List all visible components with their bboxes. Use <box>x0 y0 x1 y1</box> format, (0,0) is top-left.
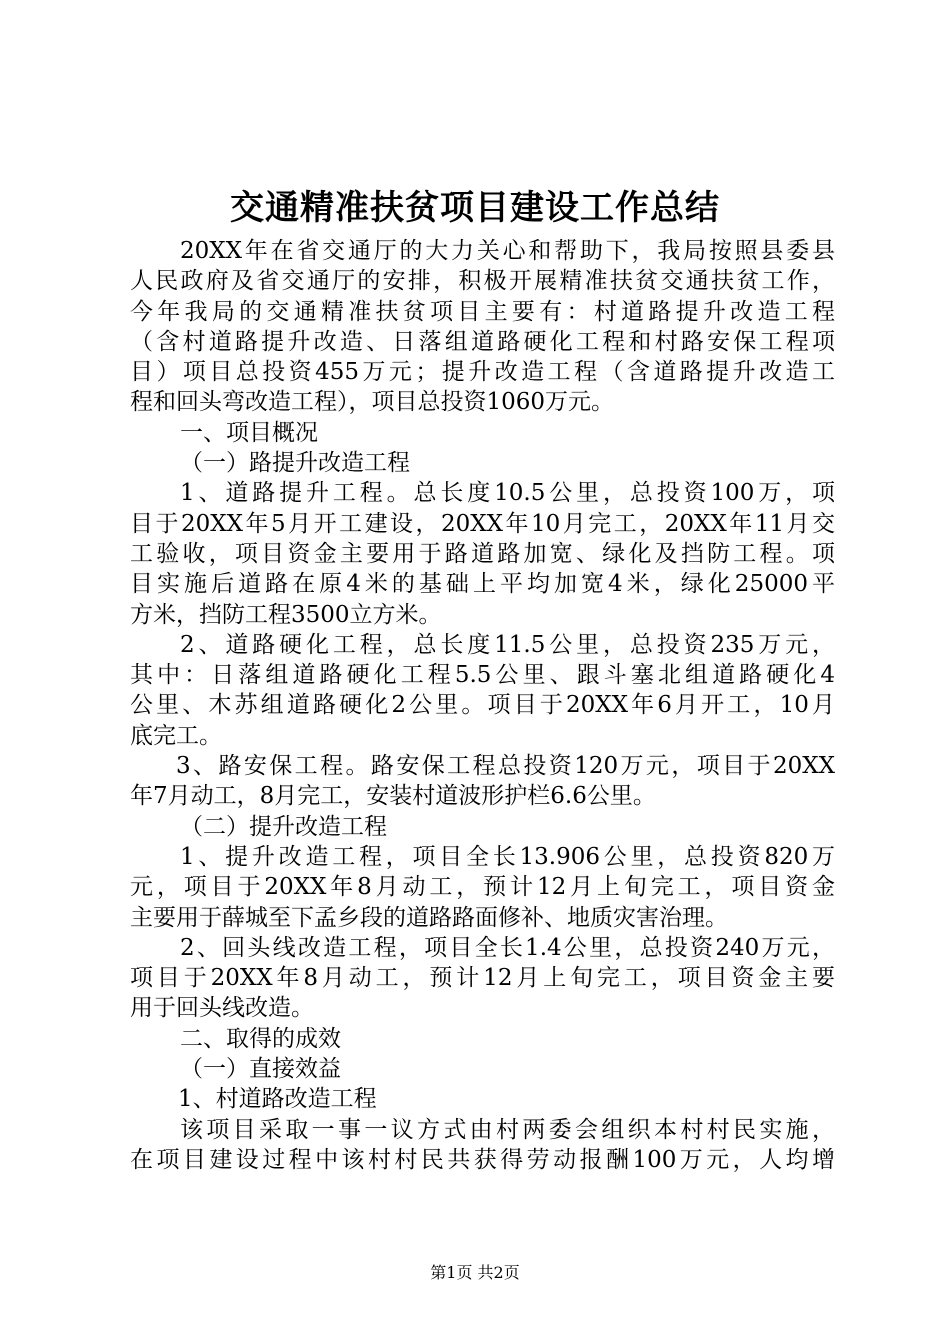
paragraph-line: 3、路安保工程。路安保工程总投资120万元，项目于20XX <box>176 753 835 780</box>
subsection-heading: （一）直接效益 <box>180 1056 341 1083</box>
page-footer: 第1页 共2页 <box>430 1263 520 1282</box>
paragraph-line: 其中：日落组道路硬化工程5.5公里、跟斗塞北组道路硬化4 <box>130 662 835 689</box>
paragraph-line: 2、道路硬化工程，总长度11.5公里，总投资235万元， <box>180 631 835 658</box>
subsection-heading: （二）提升改造工程 <box>180 813 387 840</box>
paragraph-line: 项目于20XX年8月动工，预计12月上旬完工，项目资金主要 <box>130 965 835 992</box>
paragraph-line: 1、道路提升工程。总长度10.5公里，总投资100万，项 <box>180 480 835 507</box>
paragraph-line: 2、回头线改造工程，项目全长1.4公里，总投资240万元， <box>180 934 835 961</box>
section-heading: 二、取得的成效 <box>180 1025 341 1052</box>
paragraph-line: 公里、木苏组道路硬化2公里。项目于20XX年6月开工，10月 <box>130 692 835 719</box>
paragraph-line: 程和回头弯改造工程），项目总投资1060万元。 <box>130 389 615 416</box>
paragraph-line: 1、提升改造工程，项目全长13.906公里，总投资820万 <box>180 843 835 870</box>
document-title: 交通精准扶贫项目建设工作总结 <box>230 188 720 228</box>
section-heading: 一、项目概况 <box>180 419 318 446</box>
paragraph-line: 工验收，项目资金主要用于路道路加宽、绿化及挡防工程。项 <box>130 540 835 567</box>
paragraph-line: 20XX年在省交通厅的大力关心和帮助下，我局按照县委县 <box>180 238 835 264</box>
paragraph-line: （含村道路提升改造、日落组道路硬化工程和村路安保工程项 <box>130 328 835 355</box>
paragraph-line: 方米，挡防工程3500立方米。 <box>130 601 442 628</box>
paragraph-line: 底完工。 <box>130 722 222 749</box>
paragraph-line: 年7月动工，8月完工，安装村道波形护栏6.6公里。 <box>130 783 656 810</box>
paragraph-line: 该项目采取一事一议方式由村两委会组织本村村民实施， <box>180 1116 835 1143</box>
item-heading: 1、村道路改造工程 <box>178 1086 377 1113</box>
subsection-heading: （一）路提升改造工程 <box>180 450 410 477</box>
paragraph-line: 用于回头线改造。 <box>130 995 314 1022</box>
paragraph-line: 今年我局的交通精准扶贫项目主要有：村道路提升改造工程 <box>130 298 835 325</box>
paragraph-line: 目于20XX年5月开工建设，20XX年10月完工，20XX年11月交 <box>130 510 835 537</box>
paragraph-line: 目实施后道路在原4米的基础上平均加宽4米，绿化25000平 <box>130 571 835 598</box>
paragraph-line: 人民政府及省交通厅的安排，积极开展精准扶贫交通扶贫工作， <box>130 268 835 295</box>
paragraph-line: 在项目建设过程中该村村民共获得劳动报酬100万元，人均增 <box>130 1146 835 1173</box>
document-body <box>130 236 835 1175</box>
paragraph-line: 元，项目于20XX年8月动工，预计12月上旬完工，项目资金 <box>130 874 835 901</box>
paragraph-line: 主要用于薛城至下孟乡段的道路路面修补、地质灾害治理。 <box>130 904 728 931</box>
paragraph-line: 目）项目总投资455万元；提升改造工程（含道路提升改造工 <box>130 359 835 386</box>
